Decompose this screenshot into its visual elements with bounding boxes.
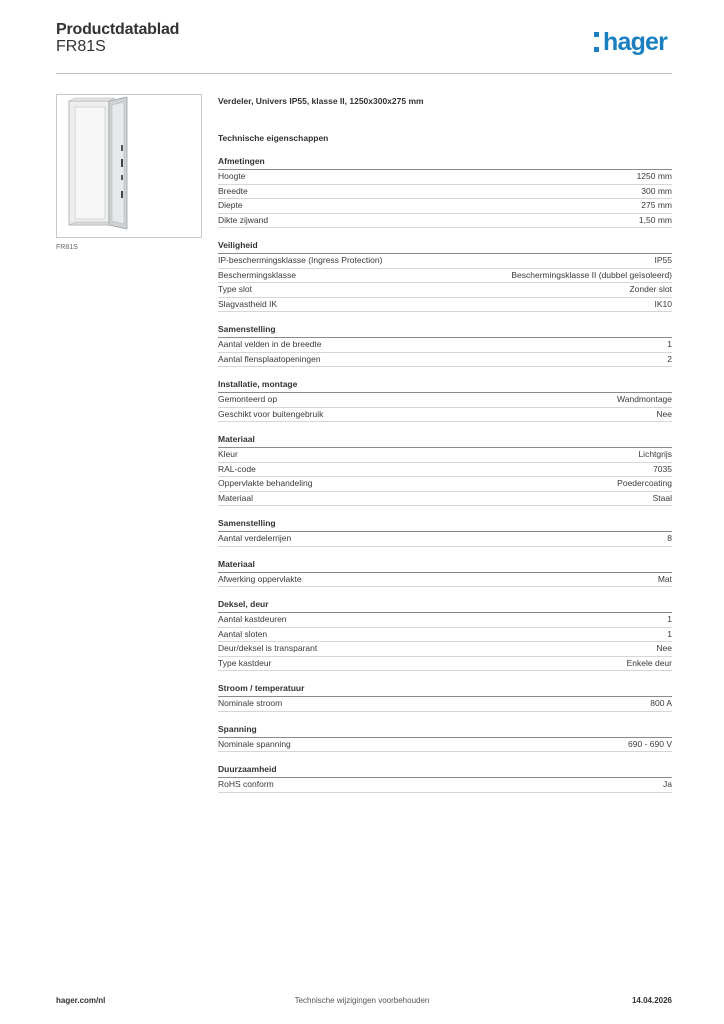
spec-value: Mat [657, 573, 672, 584]
section-title: Deksel, deur [218, 599, 672, 613]
spec-value: Staal [652, 492, 672, 503]
spec-label: Beschermingsklasse [218, 269, 296, 280]
spec-row [218, 657, 672, 672]
section-title: Duurzaamheid [218, 764, 672, 778]
spec-row [218, 492, 672, 507]
logo-mark-icon [594, 32, 600, 52]
spec-row [218, 393, 672, 408]
spec-label: Dikte zijwand [218, 214, 269, 225]
spec-row [218, 448, 672, 463]
spec-value: Wandmontage [617, 394, 672, 404]
spec-section [218, 240, 672, 312]
product-image-caption: FR81S [56, 244, 78, 251]
spec-value: 1,50 mm [638, 214, 672, 225]
spec-row [218, 778, 672, 793]
spec-label: Aantal verdelerrijen [218, 533, 292, 543]
section-title: Samenstelling [218, 324, 672, 338]
section-title: Afmetingen [218, 156, 672, 170]
spec-label: Deur/deksel is transparant [218, 643, 318, 653]
spec-label: Nominale spanning [218, 738, 291, 749]
technical-properties-heading: Technische eigenschappen [218, 133, 329, 143]
spec-label: RAL-code [218, 463, 256, 474]
spec-value: 8 [667, 533, 672, 543]
spec-label: Afwerking oppervlakte [218, 573, 302, 584]
section-title: Veiligheid [218, 240, 672, 254]
spec-sections [218, 156, 672, 793]
spec-value: 275 mm [641, 200, 672, 210]
spec-row [218, 254, 672, 269]
spec-row [218, 353, 672, 368]
spec-row [218, 477, 672, 492]
enclosure-image-icon [57, 95, 201, 237]
product-description: Verdeler, Univers IP55, klasse II, 1250x300x275 mm [218, 96, 424, 106]
spec-label: Type kastdeur [218, 657, 272, 668]
spec-value: 1 [667, 628, 672, 639]
spec-row [218, 738, 672, 753]
logo-text: hager [603, 28, 668, 56]
product-code: FR81S [56, 38, 106, 55]
spec-section [218, 764, 672, 793]
spec-value: Beschermingsklasse II (dubbel geïsoleerd) [511, 269, 672, 280]
spec-row [218, 642, 672, 657]
spec-label: Breedte [218, 185, 248, 196]
spec-label: Aantal flensplaatopeningen [218, 353, 321, 364]
spec-value: IK10 [654, 298, 672, 309]
spec-value: Poedercoating [617, 478, 672, 488]
section-title: Samenstelling [218, 518, 672, 532]
spec-value: 1 [667, 339, 672, 349]
spec-row [218, 214, 672, 229]
spec-value: IP55 [654, 255, 672, 265]
spec-label: Materiaal [218, 492, 253, 503]
spec-value: Ja [663, 779, 672, 789]
spec-value: Lichtgrijs [638, 449, 672, 459]
spec-label: Type slot [218, 284, 253, 294]
spec-section [218, 599, 672, 671]
spec-label: IP-beschermingsklasse (Ingress Protection) [218, 255, 383, 265]
spec-label: RoHS conform [218, 779, 274, 789]
spec-value: Nee [656, 408, 672, 419]
spec-section [218, 683, 672, 712]
spec-section [218, 379, 672, 422]
spec-label: Oppervlakte behandeling [218, 478, 313, 488]
spec-label: Aantal sloten [218, 628, 268, 639]
spec-section [218, 324, 672, 367]
spec-value: 1250 mm [636, 171, 672, 181]
footer-date: 14.04.2026 [631, 996, 672, 1005]
spec-value: Zonder slot [629, 284, 672, 294]
spec-label: Diepte [218, 200, 243, 210]
spec-section [218, 434, 672, 506]
spec-value: 800 A [650, 698, 672, 708]
footer-notice: Technische wijzigingen voorbehouden [294, 996, 430, 1005]
spec-value: 300 mm [641, 185, 672, 196]
spec-value: 2 [667, 353, 672, 364]
spec-row [218, 613, 672, 628]
spec-section [218, 724, 672, 753]
spec-row [218, 269, 672, 284]
section-title: Stroom / temperatuur [218, 683, 672, 697]
section-title: Materiaal [218, 559, 672, 573]
spec-row [218, 199, 672, 214]
spec-row [218, 185, 672, 200]
product-image [56, 94, 202, 238]
spec-value: 1 [667, 614, 672, 624]
hager-logo [594, 28, 667, 56]
spec-row [218, 697, 672, 712]
section-title: Installatie, montage [218, 379, 672, 393]
spec-row [218, 338, 672, 353]
spec-row [218, 283, 672, 298]
spec-label: Nominale stroom [218, 698, 283, 708]
footer-website: hager.com/nl [56, 996, 106, 1005]
spec-label: Slagvastheid IK [218, 298, 278, 309]
spec-section [218, 156, 672, 228]
spec-section [218, 559, 672, 588]
spec-label: Aantal velden in de breedte [218, 339, 322, 349]
spec-row [218, 463, 672, 478]
spec-label: Aantal kastdeuren [218, 614, 287, 624]
spec-row [218, 298, 672, 313]
spec-label: Gemonteerd op [218, 394, 278, 404]
spec-label: Geschikt voor buitengebruik [218, 408, 324, 419]
spec-label: Kleur [218, 449, 238, 459]
spec-row [218, 170, 672, 185]
section-title: Materiaal [218, 434, 672, 448]
spec-row [218, 573, 672, 588]
spec-row [218, 532, 672, 547]
spec-column [218, 96, 672, 805]
spec-label: Hoogte [218, 171, 246, 181]
header-divider [56, 73, 672, 74]
spec-row [218, 408, 672, 423]
spec-row [218, 628, 672, 643]
spec-section [218, 518, 672, 547]
page-title: Productdatablad [56, 21, 180, 38]
spec-value: 690 - 690 V [628, 738, 672, 749]
spec-value: 7035 [653, 463, 672, 474]
spec-value: Enkele deur [626, 657, 672, 668]
spec-value: Nee [656, 643, 672, 653]
section-title: Spanning [218, 724, 672, 738]
